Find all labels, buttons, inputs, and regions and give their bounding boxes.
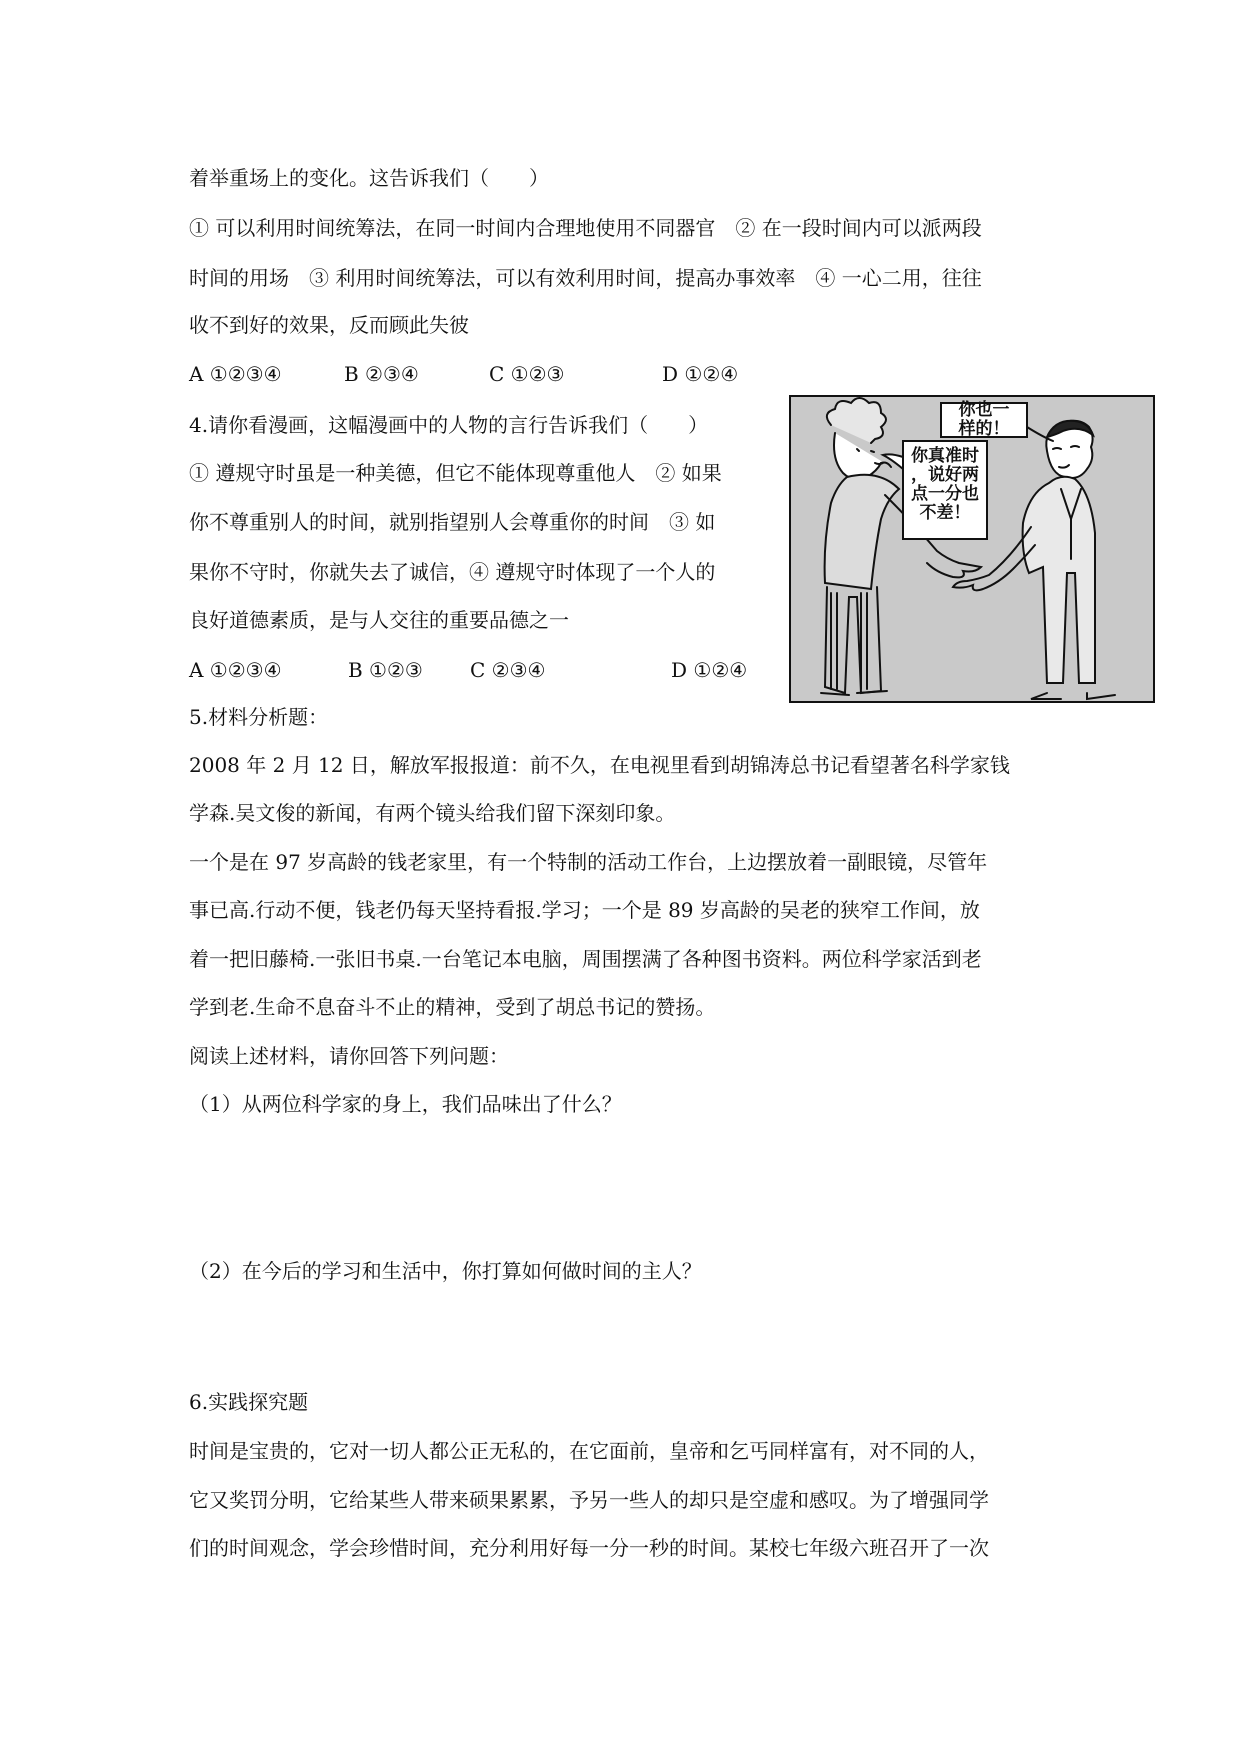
q4-statement-line: 良好道德素质，是与人交往的重要品德之一 [189, 608, 569, 632]
q5-title: 5.材料分析题： [189, 705, 329, 729]
q4-statement-line: 果你不守时，你就失去了诚信，④ 遵规守时体现了一个人的 [189, 560, 716, 584]
q5-question-2: （2）在今后的学习和生活中，你打算如何做时间的主人？ [189, 1259, 702, 1283]
bubble-left-line: ，说好两 [911, 465, 979, 485]
q5-material-line: 着一把旧藤椅.一张旧书桌.一台笔记本电脑，周围摆满了各种图书资料。两位科学家活到老 [189, 947, 982, 971]
cartoon-image [789, 395, 1155, 703]
bubble-left-line: 你真准时 [911, 446, 979, 466]
cartoon-drawing [791, 397, 1155, 703]
q4-option-a: A ①②③④ [189, 658, 282, 682]
q5-material-line: 一个是在 97 岁高龄的钱老家里，有一个特制的活动工作台，上边摆放着一副眼镜，尽管年 [189, 850, 988, 874]
bubble-left-line: 点一分也 [911, 484, 979, 504]
q5-material-line: 事已高.行动不便，钱老仍每天坚持看报.学习；一个是 89 岁高龄的吴老的狭窄工作间，放 [189, 898, 980, 922]
q3-option-a: A ①②③④ [189, 362, 282, 386]
q5-material-line: 2008 年 2 月 12 日，解放军报报道：前不久，在电视里看到胡锦涛总书记看望著名科学家钱 [189, 753, 1010, 777]
q4-option-d: D ①②④ [671, 658, 748, 682]
q4-option-c: C ②③④ [470, 658, 546, 682]
q6-line: 它又奖罚分明，它给某些人带来硕果累累，予另一些人的却只是空虚和感叹。为了增强同学 [189, 1488, 989, 1512]
q3-option-d: D ①②④ [662, 362, 739, 386]
q4-statement-line: 你不尊重别人的时间，就别指望别人会尊重你的时间 ③ 如 [189, 510, 716, 534]
q5-material-line: 学到老.生命不息奋斗不止的精神，受到了胡总书记的赞扬。 [189, 995, 716, 1019]
q5-question-1: （1）从两位科学家的身上，我们品味出了什么？ [189, 1092, 622, 1116]
cartoon-bubble-left [903, 447, 987, 523]
q3-statement-line: 时间的用场 ③ 利用时间统筹法，可以有效利用时间，提高办事效率 ④ 一心二用，往往 [189, 266, 982, 290]
q3-statement-line: ① 可以利用时间统筹法，在同一时间内合理地使用不同器官 ② 在一段时间内可以派两段 [189, 216, 982, 240]
q3-statement-line: 收不到好的效果，反而顾此失彼 [189, 313, 469, 337]
q6-line: 时间是宝贵的，它对一切人都公正无私的，在它面前，皇帝和乞丐同样富有，对不同的人， [189, 1439, 989, 1463]
q4-statement-line: ① 遵规守时虽是一种美德，但它不能体现尊重他人 ② 如果 [189, 461, 722, 485]
q3-option-c: C ①②③ [489, 362, 565, 386]
q4-option-b: B ①②③ [348, 658, 423, 682]
q3-option-b: B ②③④ [344, 362, 419, 386]
q5-material-line: 学森.吴文俊的新闻，有两个镜头给我们留下深刻印象。 [189, 801, 676, 825]
bubble-right-line: 样的！ [958, 419, 1010, 439]
q5-material-line: 阅读上述材料，请你回答下列问题： [189, 1044, 509, 1068]
q3-stem-end: 着举重场上的变化。这告诉我们（ ） [189, 166, 549, 190]
bubble-right-line: 你也一 [958, 400, 1010, 420]
bubble-left-line: 不差！ [919, 503, 971, 523]
q4-stem: 4.请你看漫画，这幅漫画中的人物的言行告诉我们（ ） [189, 413, 709, 437]
q6-title: 6.实践探究题 [189, 1390, 309, 1414]
q6-line: 们的时间观念，学会珍惜时间，充分利用好每一分一秒的时间。某校七年级六班召开了一次 [189, 1536, 989, 1560]
cartoon-bubble-right [941, 401, 1027, 439]
